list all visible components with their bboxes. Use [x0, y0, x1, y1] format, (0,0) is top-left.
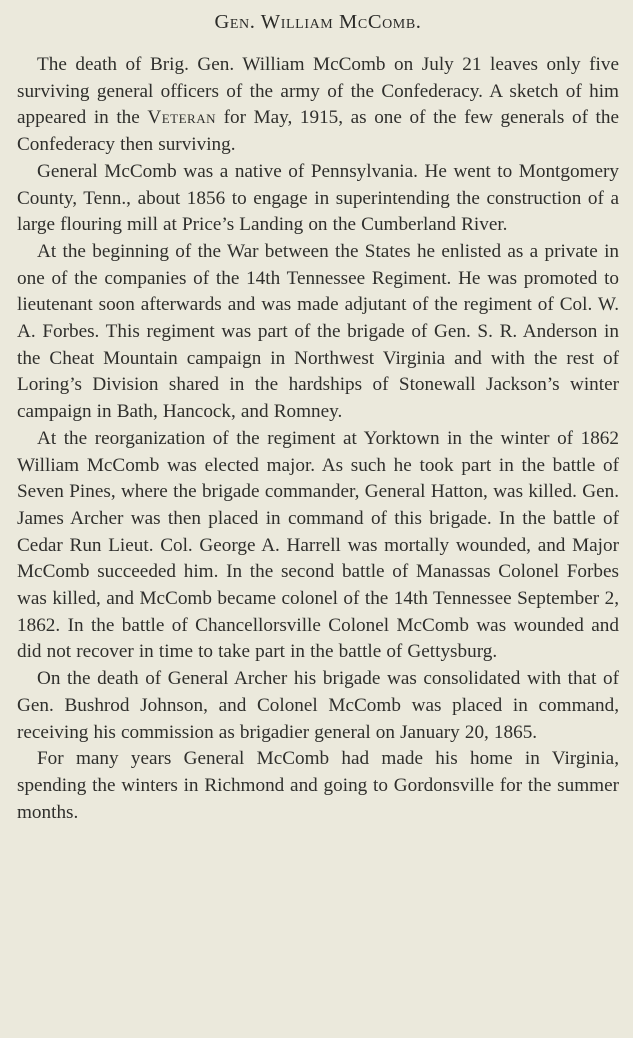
- veteran-title: Veteran: [147, 107, 217, 129]
- paragraph-1-text-b: for May, 1915, as one of the few generals of the Confederacy then surviving.: [17, 107, 619, 156]
- article-title: Gen. William McComb.: [214, 11, 422, 33]
- paragraph-2: General McComb was a native of Pennsylvania. He went to Montgomery County, Tenn., about 1856 to engage in superintending the construction of a large flouring mill at Price’s Landing on the Cumberland River.: [17, 160, 619, 236]
- paragraph-3: At the beginning of the War between the States he enlisted as a private in one of the companies of the 14th Tennessee Regiment. He was promoted to lieutenant soon afterwards and was made adjutant of the regiment of Col. W. A. Forbes. This regiment was part of the brigade of Gen. S. R. Anderson in the Cheat Mountain campaign in Northwest Virginia and with the rest of Loring’s Division shared in the hardships of Stonewall Jackson’s winter campaign in Bath, Hancock, and Romney.: [17, 240, 619, 423]
- paragraph-5: On the death of General Archer his brigade was consolidated with that of Gen. Bushrod Johnson, and Colonel McComb was placed in command, receiving his commission as brigadier general on January 20, 1865.: [17, 668, 619, 743]
- paragraph-1-text-a: The death of Brig. Gen. William McComb on July 21 leaves only five surviving general officers of the army of the Confederacy. A sketch of him appeared in the: [17, 54, 619, 129]
- paragraph-1: [17, 52, 619, 159]
- paragraph-6: For many years General McComb had made his home in Virginia, spending the winters in Richmond and going to Gordonsville for the summer months.: [17, 748, 619, 823]
- paragraph-4: At the reorganization of the regiment at Yorktown in the winter of 1862 William McComb was elected major. As such he took part in the battle of Seven Pines, where the brigade commander, General Hatton, was killed. Gen. James Archer was then placed in command of this brigade. In the battle of Cedar Run Lieut. Col. George A. Harrell was mortally wounded, and Major McComb succeeded him. In the second battle of Manassas Colonel Forbes was killed, and McComb became colonel of the 14th Tennessee September 2, 1862. In the battle of Chancellorsville Colonel McComb was wounded and did not recover in time to take part in the battle of Gettysburg.: [17, 427, 619, 663]
